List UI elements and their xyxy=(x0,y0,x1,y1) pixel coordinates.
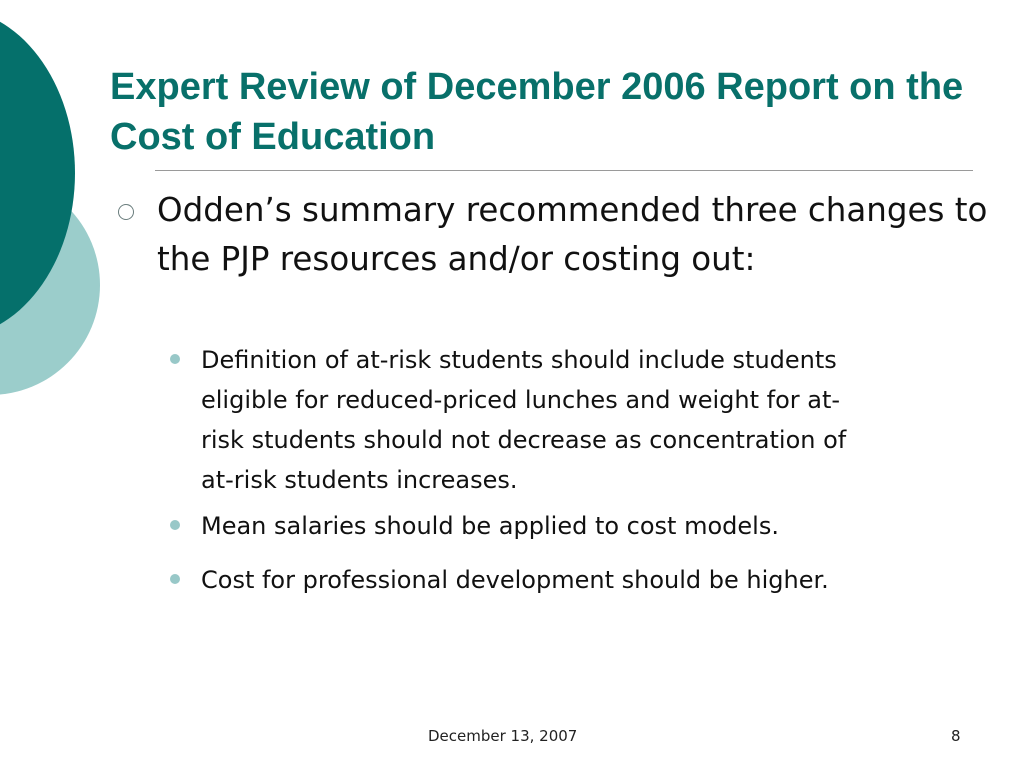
sub-bullet-text: Cost for professional development should be higher. xyxy=(201,566,829,594)
title-divider xyxy=(155,170,973,171)
dot-bullet-icon xyxy=(170,574,180,584)
sub-bullet-text: Mean salaries should be applied to cost models. xyxy=(201,512,779,540)
footer-page-number: 8 xyxy=(951,727,961,745)
hollow-circle-bullet-icon xyxy=(118,204,134,220)
sub-bullet-text: Definition of at-risk students should include students eligible for reduced-priced lunches and weight for at- risk students should not decrease as concentration of at-risk students increases. xyxy=(201,346,847,494)
footer-date: December 13, 2007 xyxy=(428,727,578,745)
dot-bullet-icon xyxy=(170,520,180,530)
dot-bullet-icon xyxy=(170,354,180,364)
slide-title: Expert Review of December 2006 Report on the Cost of Education xyxy=(110,66,964,158)
main-bullet-text: Odden’s summary recommended three changes to the PJP resources and/or costing out: xyxy=(157,191,988,278)
